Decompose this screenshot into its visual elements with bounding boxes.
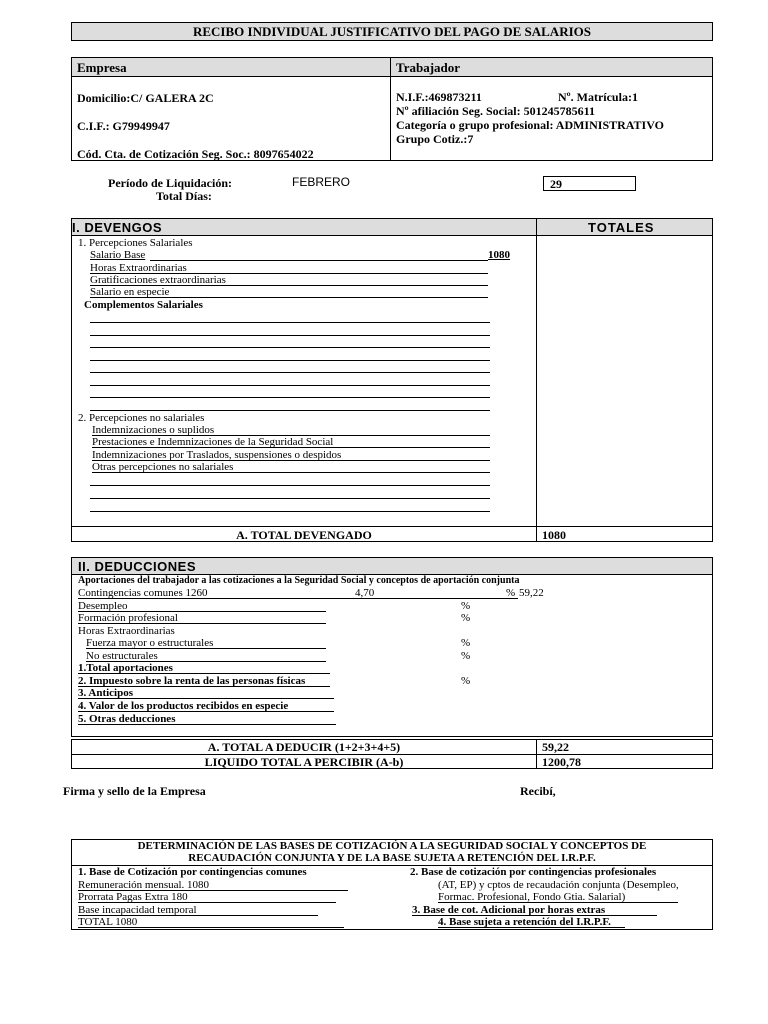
total-deducir-label: A. TOTAL A DEDUCIR (1+2+3+4+5) [207, 740, 401, 754]
total-devengado-rule [71, 526, 713, 527]
bases-total-line [78, 927, 344, 928]
total-dias-value: 29 [550, 177, 562, 191]
periodo-value: FEBRERO [292, 175, 351, 189]
base3: 3. Base de cot. Adicional por horas extras [412, 904, 606, 916]
title-text: RECIBO INDIVIDUAL JUSTIFICATIVO DEL PAGO DE SALARIOS [192, 24, 591, 39]
prorrata-line [78, 902, 336, 903]
incapacidad: Base incapacidad temporal [78, 904, 197, 916]
contingencias-line [78, 598, 518, 599]
base1-header: 1. Base de Cotización por contingencias comunes [78, 866, 307, 878]
blank-line [90, 511, 490, 512]
horas-extra: Horas Extraordinarias [90, 262, 187, 274]
fuerza-mayor-line [86, 648, 326, 649]
liquido-value: 1200,78 [542, 755, 581, 769]
formacion-line [78, 623, 326, 624]
no-estructurales-label: No estructurales [86, 650, 158, 662]
horas-extra-ded-label: Horas Extraordinarias [78, 625, 175, 637]
aportaciones-text: Aportaciones del trabajador a las cotizaciones a la Seguridad Social y conceptos de aportación conjunta [78, 575, 520, 586]
contingencias-pct-sign: % [506, 587, 516, 599]
liquido-label: LIQUIDO TOTAL A PERCIBIR (A-b) [204, 755, 404, 769]
fuerza-mayor-label: Fuerza mayor o estructurales [86, 637, 214, 649]
salario-base-label: Salario Base [90, 249, 146, 261]
trabajador-afiliacion: Nº afiliación Seg. Social: 501245785611 [396, 104, 595, 118]
desempleo-pct: % [461, 600, 471, 612]
bases-total: TOTAL 1080 [78, 916, 138, 928]
page-title [71, 22, 713, 41]
contingencias-pct: 4,70 [355, 587, 375, 599]
base2-header: 2. Base de cotización por contingencias profesionales [410, 866, 657, 878]
empresa-divider [390, 57, 391, 161]
salario-base-line [150, 260, 488, 261]
no-estructurales-pct: % [461, 650, 471, 662]
complementos: Complementos Salariales [84, 299, 203, 311]
complemento-line [90, 347, 490, 348]
percepciones-salariales: 1. Percepciones Salariales [78, 237, 193, 249]
otras-percepciones-line [92, 472, 490, 473]
empresa-domicilio: Domicilio:C/ GALERA 2C [77, 91, 214, 105]
prestaciones: Prestaciones e Indemnizaciones de la Seguridad Social [92, 436, 334, 448]
base2-line2: Formac. Profesional, Fondo Gtia. Salarial) [438, 891, 626, 903]
total-dias-box [543, 176, 636, 191]
total-devengado-value: 1080 [542, 528, 566, 542]
salario-especie-line [90, 297, 488, 298]
otras-deducciones-line [78, 724, 336, 725]
formacion-pct: % [461, 612, 471, 624]
bases-title-line2: RECAUDACIÓN CONJUNTA Y DE LA BASE SUJETA A RETENCIÓN DEL I.R.P.F. [188, 852, 596, 864]
base4-line [438, 927, 625, 928]
complemento-line [90, 385, 490, 386]
productos-especie-label: 4. Valor de los productos recibidos en especie [78, 700, 289, 712]
total-deducir-value: 59,22 [542, 740, 569, 754]
periodo-label: Período de Liquidación: [108, 176, 233, 190]
otras-deducciones-label: 5. Otras deducciones [78, 713, 176, 725]
anticipos-label: 3. Anticipos [78, 687, 134, 699]
anticipos-line [78, 698, 334, 699]
trabajador-header: Trabajador [396, 60, 461, 75]
totales-header: TOTALES [588, 220, 655, 235]
empresa-cif: C.I.F.: G79949947 [77, 119, 170, 133]
base2-line1: (AT, EP) y cptos de recaudación conjunta (Desempleo, [438, 879, 679, 891]
prestaciones-line [92, 447, 490, 448]
salario-especie: Salario en especie [90, 286, 170, 298]
blank-line [90, 498, 490, 499]
indemnizaciones: Indemnizaciones o suplidos [92, 424, 215, 436]
trabajador-categoria: Categoría o grupo profesional: ADMINISTRATIVO [396, 118, 664, 132]
complemento-line [90, 397, 490, 398]
total-dias-label: Total Días: [156, 189, 212, 203]
salario-base-value: 1080 [488, 249, 510, 261]
contingencias-value: 59,22 [519, 587, 544, 599]
totals-divider [536, 739, 537, 769]
formacion-label: Formación profesional [78, 612, 178, 624]
otras-percepciones: Otras percepciones no salariales [92, 461, 234, 473]
base4: 4. Base sujeta a retención del I.R.P.F. [438, 916, 611, 928]
base2-line [438, 902, 678, 903]
fuerza-mayor-pct: % [461, 637, 471, 649]
empresa-cod-cta: Cód. Cta. de Cotización Seg. Soc.: 8097654022 [77, 147, 314, 161]
firma-empresa: Firma y sello de la Empresa [63, 784, 206, 798]
prorrata: Prorrata Pagas Extra 180 [78, 891, 188, 903]
contingencias-label: Contingencias comunes 1260 [78, 587, 208, 599]
devengos-header: I. DEVENGOS [72, 220, 163, 235]
trabajador-nif: N.I.F.:469873211 [396, 90, 482, 104]
complemento-line [90, 335, 490, 336]
empresa-header: Empresa [77, 60, 127, 75]
devengos-totales-divider [536, 218, 537, 542]
total-aportaciones-line [78, 673, 330, 674]
firma-recibi: Recibí, [520, 784, 556, 798]
blank-line [90, 485, 490, 486]
bases-title-line1: DETERMINACIÓN DE LAS BASES DE COTIZACIÓN A LA SEGURIDAD SOCIAL Y CONCEPTOS DE [137, 840, 647, 852]
trabajador-grupo: Grupo Cotiz.:7 [396, 132, 474, 146]
gratificaciones: Gratificaciones extraordinarias [90, 274, 226, 286]
complemento-line [90, 372, 490, 373]
productos-especie-line [78, 711, 334, 712]
irpf-pct: % [461, 675, 471, 687]
percepciones-no-salariales: 2. Percepciones no salariales [78, 412, 205, 424]
irpf-label: 2. Impuesto sobre la renta de las personas físicas [78, 675, 306, 687]
total-devengado-label: A. TOTAL DEVENGADO [236, 528, 372, 542]
complemento-line [90, 410, 490, 411]
desempleo-label: Desempleo [78, 600, 128, 612]
traslados: Indemnizaciones por Traslados, suspensiones o despidos [92, 449, 342, 461]
remuneracion: Remuneración mensual. 1080 [78, 879, 210, 891]
complemento-line [90, 322, 490, 323]
total-aportaciones-label: 1.Total aportaciones [78, 662, 173, 674]
deducciones-header: II. DEDUCCIONES [78, 559, 197, 574]
trabajador-matricula: Nº. Matrícula:1 [558, 90, 638, 104]
complemento-line [90, 360, 490, 361]
